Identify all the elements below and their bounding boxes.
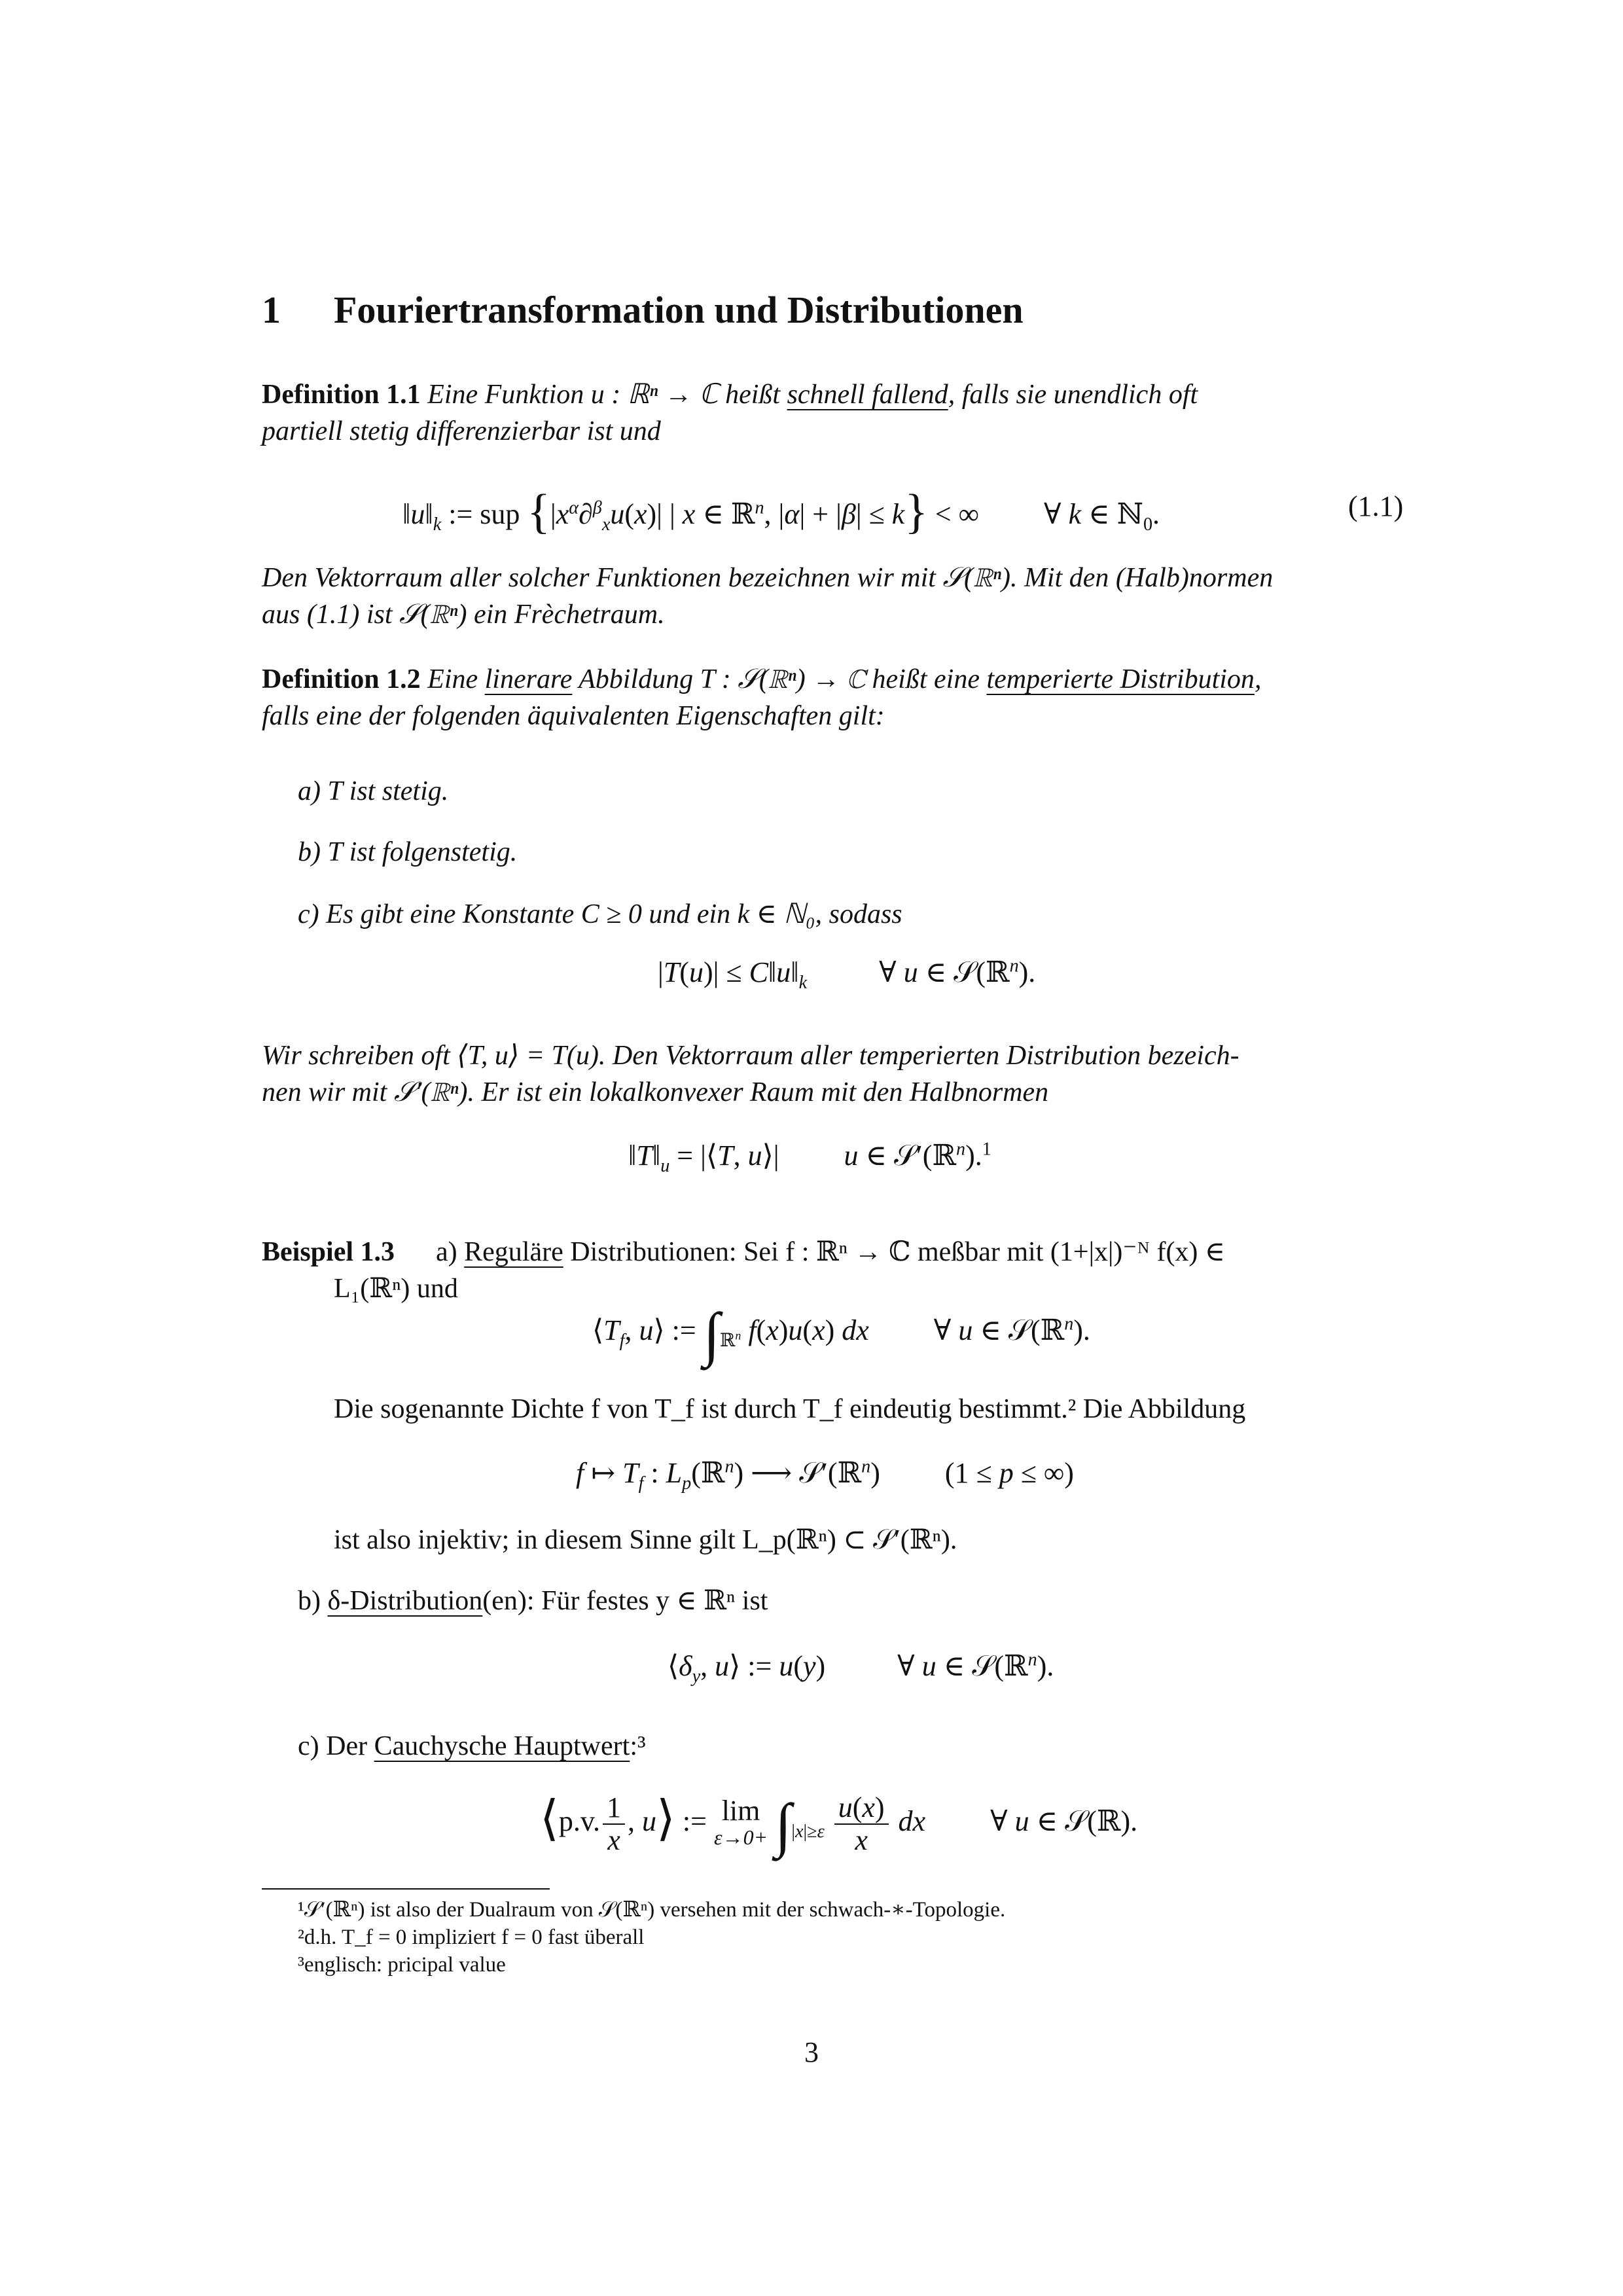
- defined-term: δ-Distribution: [327, 1586, 483, 1616]
- footnote: ¹𝒮′(ℝⁿ) ist also der Dualraum von 𝒮(ℝⁿ) versehen mit der schwach-∗-Topologie.: [298, 1898, 1006, 1922]
- definition-text: , falls sie unendlich oft: [948, 380, 1198, 410]
- equation-principal-value: ⟨p.v. $\frac{1}{x}$ , u⟩ := lim ε→0+ $\int_{|x|\ge\varepsilon}$ $\frac{u(x)}{x}$ dx ∀ u ∈ 𝒮(ℝ).: [540, 1791, 1138, 1858]
- equation-number: (1.1): [1348, 490, 1404, 522]
- definition-1-1-continued: [262, 560, 1427, 633]
- definition-1-2: [262, 661, 1427, 734]
- definition-text: partiell stetig differenzierbar ist und: [262, 416, 661, 446]
- definition-text: aus (1.1) ist 𝒮(ℝⁿ) ein Frèchetraum.: [262, 600, 665, 630]
- defined-term: Cauchysche Hauptwert: [374, 1731, 630, 1761]
- example-text-a3: Die sogenannte Dichte f von T_f ist durch T_f eindeutig bestimmt.² Die Abbildung: [334, 1394, 1246, 1424]
- definition-label: Definition 1.1: [262, 380, 421, 410]
- example-text: :³: [630, 1731, 646, 1761]
- equation-seminorm: $‖T‖_u$ = |⟨T, u⟩| u ∈ 𝒮′(ℝ$^n$).$^1$: [628, 1139, 991, 1176]
- definition-text: Eine Funktion u : ℝⁿ → ℂ heißt: [427, 380, 781, 410]
- defined-term: Reguläre: [464, 1237, 563, 1267]
- example-text: (en): Für festes y ∈ ℝⁿ ist: [482, 1586, 768, 1616]
- definition-text: Eine: [427, 664, 478, 694]
- definition-label: Definition 1.2: [262, 664, 421, 694]
- example-text: L₁(ℝⁿ) und: [334, 1274, 458, 1304]
- example-text: Distributionen: Sei f : ℝⁿ → ℂ meßbar mit (1+|x|)⁻ᴺ f(x) ∈: [570, 1237, 1226, 1267]
- example-text: Der: [326, 1731, 368, 1761]
- equation-bound: $|T(u)| \le C‖u‖_k$ ∀ u ∈ 𝒮(ℝ$^n$).: [658, 956, 1036, 993]
- equation-1-1: $‖u‖_k$ := sup {$|x^\alpha\partial^\beta_xu(x)|$ | x ∈ ℝ$^n$, |α| + |β| ≤ k} < ∞ ∀ k ∈ ℕ$_0$.: [402, 485, 1160, 539]
- defined-term: schnell fallend: [787, 380, 948, 410]
- example-label: Beispiel 1.3: [262, 1237, 395, 1267]
- equation-regular-distribution: $⟨T_f$, u⟩ := $\int_{ℝ^n}$ f(x)u(x) dx ∀ u ∈ 𝒮(ℝ$^n$).: [592, 1300, 1090, 1367]
- section-title: Fouriertransformation und Distributionen: [334, 289, 1024, 331]
- equation-embedding: f ↦ $T_f$ : $L_p(ℝ^n)$ ⟶ 𝒮′(ℝ$^n$) (1 ≤ p ≤ ∞): [576, 1456, 1074, 1494]
- definition-text: nen wir mit 𝒮′(ℝⁿ). Er ist ein lokalkonvexer Raum mit den Halbnormen: [262, 1077, 1049, 1107]
- footnote: ²d.h. T_f = 0 impliziert f = 0 fast überall: [298, 1926, 645, 1949]
- equation-delta: $⟨\delta_y$, u⟩ := u(y) ∀ u ∈ 𝒮(ℝ$^n$).: [668, 1649, 1054, 1687]
- definition-text: falls eine der folgenden äquivalenten Eigenschaften gilt:: [262, 701, 885, 731]
- definition-text: Den Vektorraum aller solcher Funktionen bezeichnen wir mit 𝒮(ℝⁿ). Mit den (Halb)normen: [262, 563, 1274, 593]
- defined-term: linerare: [484, 664, 573, 694]
- definition-text: ,: [1254, 664, 1262, 694]
- defined-term: temperierte Distribution: [986, 664, 1255, 694]
- definition-1-2-continued: [262, 1037, 1427, 1111]
- page-number: 3: [804, 2036, 819, 2068]
- definition-text: Wir schreiben oft ⟨T, u⟩ = T(u). Den Vektorraum aller temperierten Distribution bezeich-: [262, 1041, 1240, 1071]
- definition-text: Abbildung T : 𝒮(ℝⁿ) → ℂ heißt eine: [579, 664, 980, 694]
- example-text-a4: ist also injektiv; in diesem Sinne gilt L_p(ℝⁿ) ⊂ 𝒮′(ℝⁿ).: [334, 1525, 957, 1555]
- footnote-rule: [262, 1888, 550, 1890]
- definition-1-1: [262, 376, 1427, 450]
- section-number: 1: [262, 289, 281, 331]
- example-item-c: [298, 1728, 1427, 1765]
- footnote: ³englisch: pricipal value: [298, 1953, 506, 1977]
- example-1-3: [262, 1234, 1427, 1307]
- section-heading: [262, 288, 1024, 332]
- list-item: c) Es gibt eine Konstante C ≥ 0 und ein k ∈ ℕ₀, sodass: [298, 899, 902, 929]
- list-item: a) T ist stetig.: [298, 776, 449, 806]
- list-item: b) T ist folgenstetig.: [298, 837, 518, 867]
- list-marker: a): [436, 1237, 457, 1267]
- example-item-b: [298, 1583, 1427, 1619]
- list-marker: c): [298, 1731, 319, 1761]
- list-marker: b): [298, 1586, 321, 1616]
